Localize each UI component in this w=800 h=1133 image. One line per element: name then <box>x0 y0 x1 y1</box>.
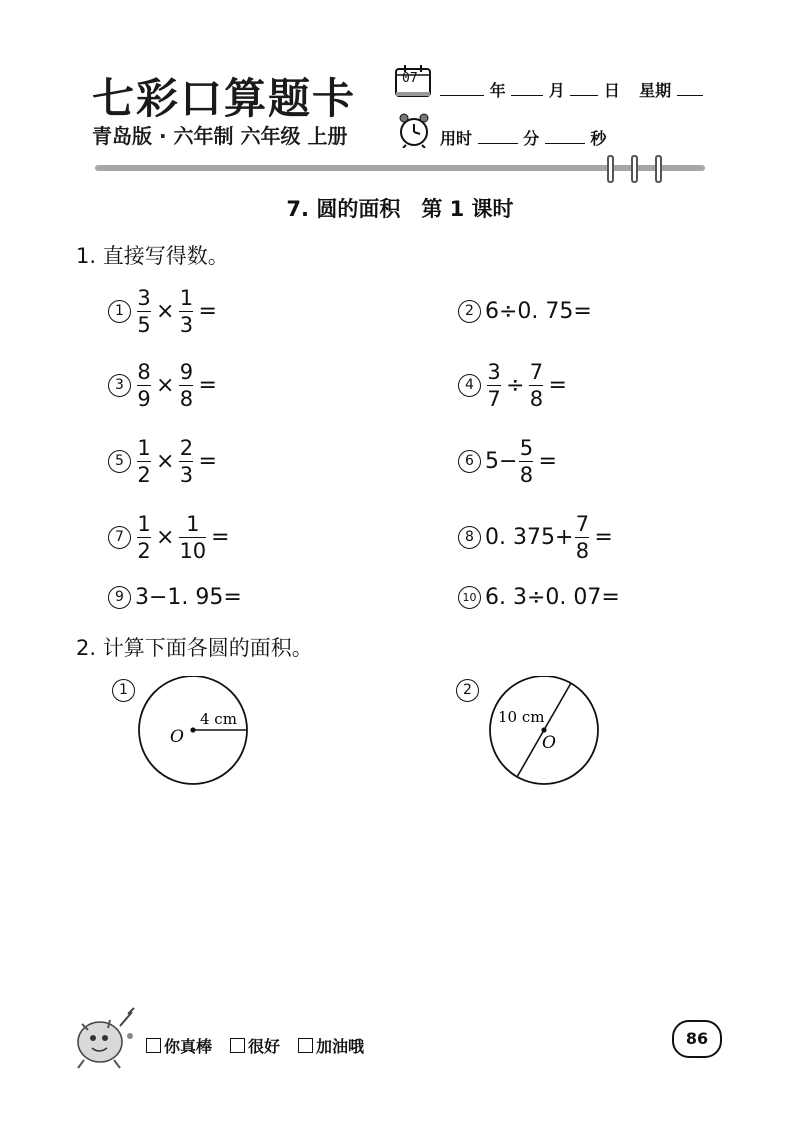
fraction-bar <box>137 311 151 312</box>
denominator: 8 <box>519 462 534 487</box>
fraction <box>179 436 193 487</box>
time-used-label: 用时 <box>440 129 473 148</box>
expression-text: 6÷0. 75= <box>485 298 592 324</box>
circle-1-radius-label: 4 cm <box>200 710 237 728</box>
numerator: 3 <box>137 285 151 310</box>
operator: × <box>156 448 175 474</box>
exercise-7 <box>108 511 233 563</box>
calendar-number: 07 <box>402 71 418 86</box>
fraction-bar <box>519 461 533 462</box>
expression-text: 5− <box>485 448 518 474</box>
exercise-number: 1 <box>108 300 131 323</box>
operator: = <box>198 448 217 474</box>
self-rating <box>146 1034 364 1057</box>
numerator: 7 <box>575 511 590 536</box>
exercise-number: 4 <box>458 374 481 397</box>
rating-option-great[interactable]: 你真棒 <box>146 1034 212 1057</box>
section-2-title: 2. 计算下面各圆的面积。 <box>76 636 313 660</box>
operator: × <box>156 372 175 398</box>
exercise-10 <box>458 575 620 619</box>
denominator: 10 <box>179 538 207 563</box>
operator: = <box>198 372 217 398</box>
numerator: 1 <box>137 511 151 536</box>
exercise-number: 5 <box>108 450 131 473</box>
denominator: 3 <box>179 462 194 487</box>
exercise-number: 8 <box>458 526 481 549</box>
mascot-icon <box>70 1006 138 1070</box>
numerator: 1 <box>179 285 194 310</box>
denominator: 2 <box>137 538 151 563</box>
exercise-number: 6 <box>458 450 481 473</box>
fraction-bar <box>487 385 501 386</box>
weekday-label: 星期 <box>639 81 672 100</box>
exercise-9 <box>108 575 242 619</box>
circle-figure-1 <box>130 676 260 796</box>
denominator: 8 <box>575 538 590 563</box>
exercise-number: 2 <box>458 300 481 323</box>
denominator: 7 <box>487 386 501 411</box>
fraction <box>179 512 206 563</box>
exercise-5 <box>108 435 220 487</box>
operator: = <box>594 524 613 550</box>
exercise-8 <box>458 511 616 563</box>
fraction-bar <box>137 385 151 386</box>
brand-title: 七彩口算题卡 <box>92 74 357 123</box>
alarm-clock-icon <box>396 112 432 148</box>
fraction <box>179 360 193 411</box>
fraction <box>575 512 589 563</box>
denominator: 9 <box>137 386 151 411</box>
exercise-3 <box>108 359 220 411</box>
minute-label: 分 <box>523 129 540 148</box>
second-label: 秒 <box>590 129 607 148</box>
numerator: 7 <box>529 359 544 384</box>
denominator: 8 <box>179 386 194 411</box>
operator: × <box>156 524 175 550</box>
page-number: 86 <box>672 1020 722 1058</box>
fraction <box>179 286 193 337</box>
operator: = <box>548 372 567 398</box>
rating-option-good[interactable]: 很好 <box>230 1034 280 1057</box>
numerator: 3 <box>487 359 501 384</box>
fraction-bar <box>137 537 151 538</box>
operator: ÷ <box>506 372 525 398</box>
fraction <box>487 360 501 411</box>
numerator: 9 <box>179 359 194 384</box>
operator: = <box>538 448 557 474</box>
fraction <box>137 286 151 337</box>
numerator: 2 <box>179 435 194 460</box>
denominator: 2 <box>137 462 151 487</box>
fraction <box>137 436 151 487</box>
edition-label: 青岛版 · 六年制 六年级 上册 <box>92 124 348 148</box>
exercise-number: 10 <box>458 586 481 609</box>
lesson-title: 7. 圆的面积 第 1 课时 <box>286 197 514 221</box>
rating-option-keep-going[interactable]: 加油哦 <box>298 1034 364 1057</box>
denominator: 3 <box>179 312 194 337</box>
time-fill-line <box>440 126 606 149</box>
exercise-number: 3 <box>108 374 131 397</box>
fraction-bar <box>137 461 151 462</box>
fraction <box>529 360 543 411</box>
numerator: 1 <box>186 511 200 536</box>
fraction-bar <box>179 311 193 312</box>
expression-text: 3−1. 95= <box>135 584 242 610</box>
fraction-bar <box>529 385 543 386</box>
exercise-2 <box>458 289 592 333</box>
fraction-bar <box>179 537 206 538</box>
month-label: 月 <box>548 81 565 100</box>
numerator: 1 <box>137 435 151 460</box>
fraction <box>519 436 533 487</box>
circle-1-center-label: O <box>170 727 184 747</box>
numerator: 8 <box>137 359 151 384</box>
exercise-4 <box>458 359 570 411</box>
circle-2-diameter-label: 10 cm <box>498 708 545 726</box>
exercise-number: 7 <box>108 526 131 549</box>
figure-1-number: 1 <box>112 679 139 702</box>
section-1-title: 1. 直接写得数。 <box>76 244 229 268</box>
circle-figure-2 <box>482 676 612 796</box>
year-label: 年 <box>489 81 506 100</box>
expression-text: 6. 3÷0. 07= <box>485 584 620 610</box>
numerator: 5 <box>519 435 534 460</box>
circle-2-center-label: O <box>542 733 556 753</box>
divider-rings <box>602 154 672 184</box>
exercise-6 <box>458 435 560 487</box>
fraction <box>137 512 151 563</box>
operator: × <box>156 298 175 324</box>
denominator: 8 <box>529 386 544 411</box>
day-label: 日 <box>603 81 620 100</box>
figure-2-number: 2 <box>456 679 483 702</box>
expression-text: 0. 375+ <box>485 524 574 550</box>
denominator: 5 <box>137 312 151 337</box>
exercise-1 <box>108 285 220 337</box>
operator: = <box>198 298 217 324</box>
date-fill-line <box>440 78 703 101</box>
fraction <box>137 360 151 411</box>
fraction-bar <box>575 537 589 538</box>
fraction-bar <box>179 461 193 462</box>
fraction-bar <box>179 385 193 386</box>
exercise-number: 9 <box>108 586 131 609</box>
operator: = <box>211 524 230 550</box>
